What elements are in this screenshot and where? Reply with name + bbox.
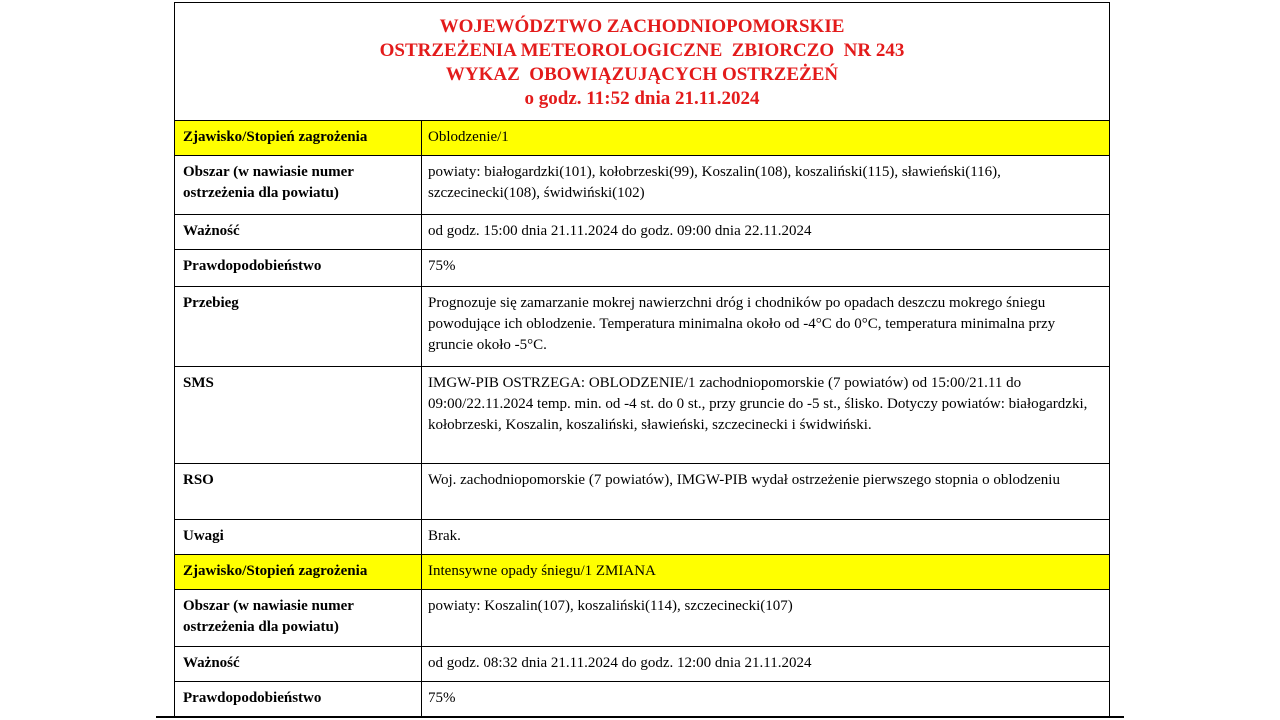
sms-label: SMS [175, 367, 422, 463]
course-label: Przebieg [175, 287, 422, 366]
table-row-validity [175, 647, 1109, 682]
remarks-value: Brak. [428, 528, 461, 544]
table-row-area [175, 590, 1109, 647]
rso-value: Woj. zachodniopomorskie (7 powiatów), IMGW-PIB wydał ostrzeżenie pierwszego stopnia o oblodzeniu [428, 472, 1060, 488]
probability-label: Prawdopodobieństwo [175, 682, 422, 718]
table-row-course [175, 287, 1109, 367]
bottom-rule [156, 716, 1124, 718]
probability-value: 75% [428, 690, 456, 706]
table-row-phenomenon [175, 555, 1109, 590]
header-region-title: WOJEWÓDZTWO ZACHODNIOPOMORSKIE [439, 16, 845, 37]
phenomenon-value: Intensywne opady śniegu/1 ZMIANA [422, 555, 1109, 589]
phenomenon-value: Oblodzenie/1 [422, 121, 1109, 155]
header-timestamp: o godz. 11:52 dnia 21.11.2024 [524, 88, 760, 109]
validity-value: od godz. 15:00 dnia 21.11.2024 do godz. 09:00 dnia 22.11.2024 [428, 223, 812, 239]
validity-label: Ważność [175, 215, 422, 249]
table-row-validity [175, 215, 1109, 250]
area-value: powiaty: białogardzki(101), kołobrzeski(99), Koszalin(108), koszaliński(115), sławieński(116), szczecinecki(108), świdwiński(102) [428, 164, 1001, 201]
probability-value: 75% [428, 258, 456, 274]
phenomenon-label: Zjawisko/Stopień zagrożenia [175, 121, 422, 155]
remarks-label: Uwagi [175, 520, 422, 554]
table-row-remarks [175, 520, 1109, 555]
document-header [175, 3, 1109, 121]
table-row-phenomenon [175, 121, 1109, 156]
course-value: Prognozuje się zamarzanie mokrej nawierzchni dróg i chodników po opadach deszczu mokrego śniegu powodujące ich oblodzenie. Temperatura minimalna około od -4°C do 0°C, temperatura minimalna przy gruncie około -5°C. [428, 295, 1056, 353]
warning-document [174, 2, 1110, 718]
header-bulletin-number: OSTRZEŻENIA METEOROLOGICZNE ZBIORCZO NR 243 [379, 40, 905, 61]
table-row-area [175, 156, 1109, 215]
table-row-probability [175, 682, 1109, 718]
phenomenon-label: Zjawisko/Stopień zagrożenia [175, 555, 422, 589]
rso-label: RSO [175, 464, 422, 519]
area-value: powiaty: Koszalin(107), koszaliński(114), szczecinecki(107) [428, 598, 793, 614]
area-label: Obszar (w nawiasie numer ostrzeżenia dla powiatu) [175, 156, 422, 214]
probability-label: Prawdopodobieństwo [175, 250, 422, 286]
table-row-sms [175, 367, 1109, 464]
validity-value: od godz. 08:32 dnia 21.11.2024 do godz. 12:00 dnia 21.11.2024 [428, 655, 812, 671]
table-row-probability [175, 250, 1109, 287]
header-list-title: WYKAZ OBOWIĄZUJĄCYCH OSTRZEŻEŃ [445, 64, 839, 85]
sms-value: IMGW-PIB OSTRZEGA: OBLODZENIE/1 zachodniopomorskie (7 powiatów) od 15:00/21.11 do 09:00/22.11.2024 temp. min. od -4 st. do 0 st., przy gruncie do -5 st., ślisko. Dotyczy powiatów: białogardzki, kołobrzeski, Koszalin, koszaliński, sławieński, szczecinecki i świdwiński. [428, 375, 1088, 433]
area-label: Obszar (w nawiasie numer ostrzeżenia dla powiatu) [175, 590, 422, 646]
validity-label: Ważność [175, 647, 422, 681]
table-row-rso [175, 464, 1109, 520]
